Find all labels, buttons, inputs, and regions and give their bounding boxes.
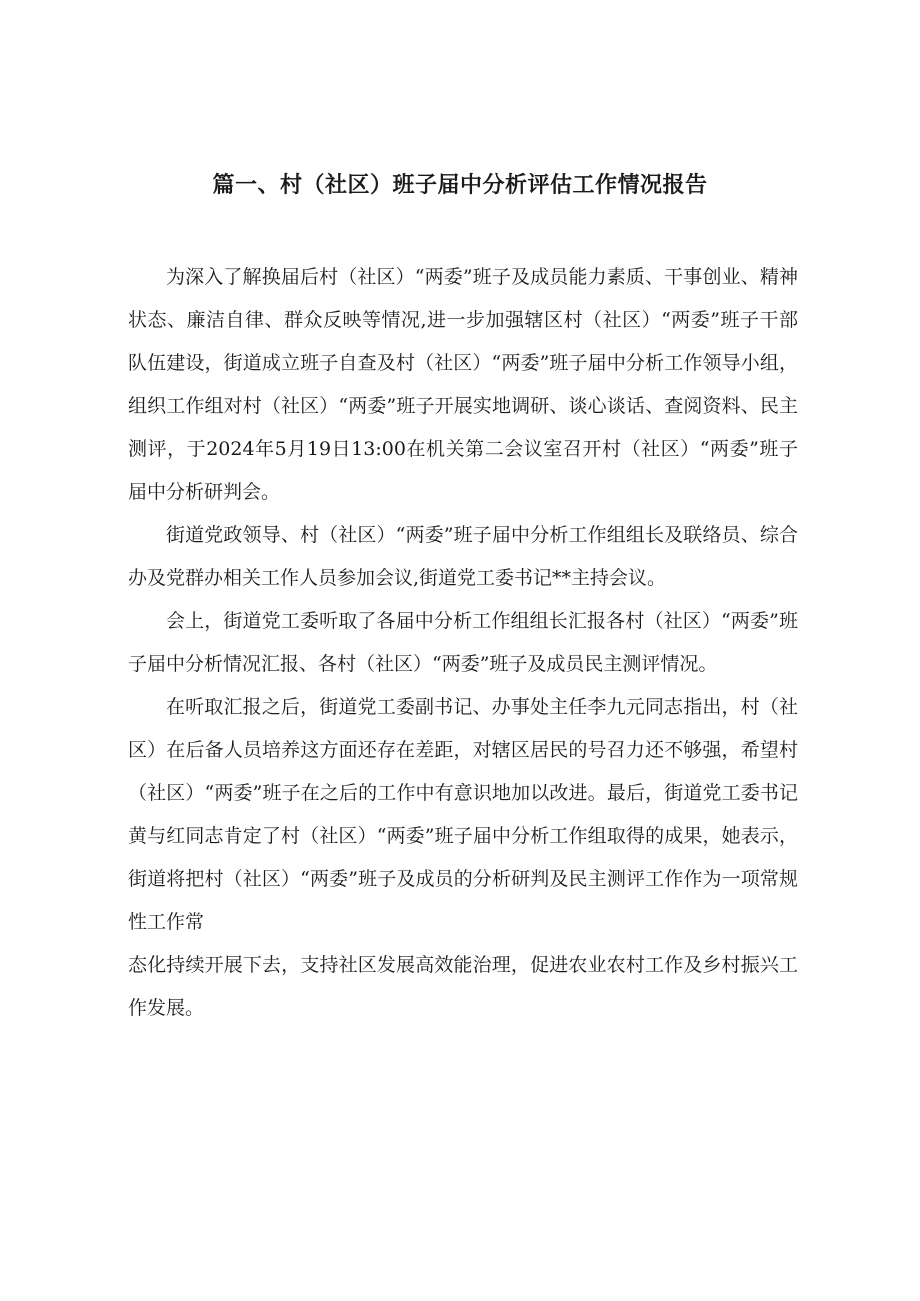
document-body bbox=[128, 256, 798, 1030]
paragraph-1: 为深入了解换届后村（社区）“两委”班子及成员能力素质、干事创业、精神状态、廉洁自律、群众反映等情况,进一步加强辖区村（社区）“两委”班子干部队伍建设，街道成立班子自查及村（社区）“两委”班子届中分析工作领导小组，组织工作组对村（社区）“两委”班子开展实地调研、谈心谈话、查阅资料、民主测评，于2024年5月19日13:00在机关第二会议室召开村（社区）“两委”班子届中分析研判会。 bbox=[128, 266, 798, 503]
paragraph-4-part-2: 态化持续开展下去，支持社区发展高效能治理，促进农业农村工作及乡村振兴工作发展。 bbox=[128, 954, 798, 1019]
paragraph-2: 街道党政领导、村（社区）“两委”班子届中分析工作组组长及联络员、综合办及党群办相关工作人员参加会议,街道党工委书记**主持会议。 bbox=[128, 524, 798, 589]
paragraph-4-part-1: 在听取汇报之后，街道党工委副书记、办事处主任李九元同志指出，村（社区）在后备人员培养这方面还存在差距，对辖区居民的号召力还不够强，希望村（社区）“两委”班子在之后的工作中有意识地加以改进。最后，街道党工委书记黄与红同志肯定了村（社区）“两委”班子届中分析工作组取得的成果，她表示，街道将把村（社区）“两委”班子及成员的分析研判及民主测评工作作为一项常规性工作常 bbox=[128, 696, 798, 933]
paragraph-3: 会上，街道党工委听取了各届中分析工作组组长汇报各村（社区）“两委”班子届中分析情况汇报、各村（社区）“两委”班子及成员民主测评情况。 bbox=[128, 610, 798, 675]
document-title: 篇一、村（社区）班子届中分析评估工作情况报告 bbox=[212, 173, 708, 198]
